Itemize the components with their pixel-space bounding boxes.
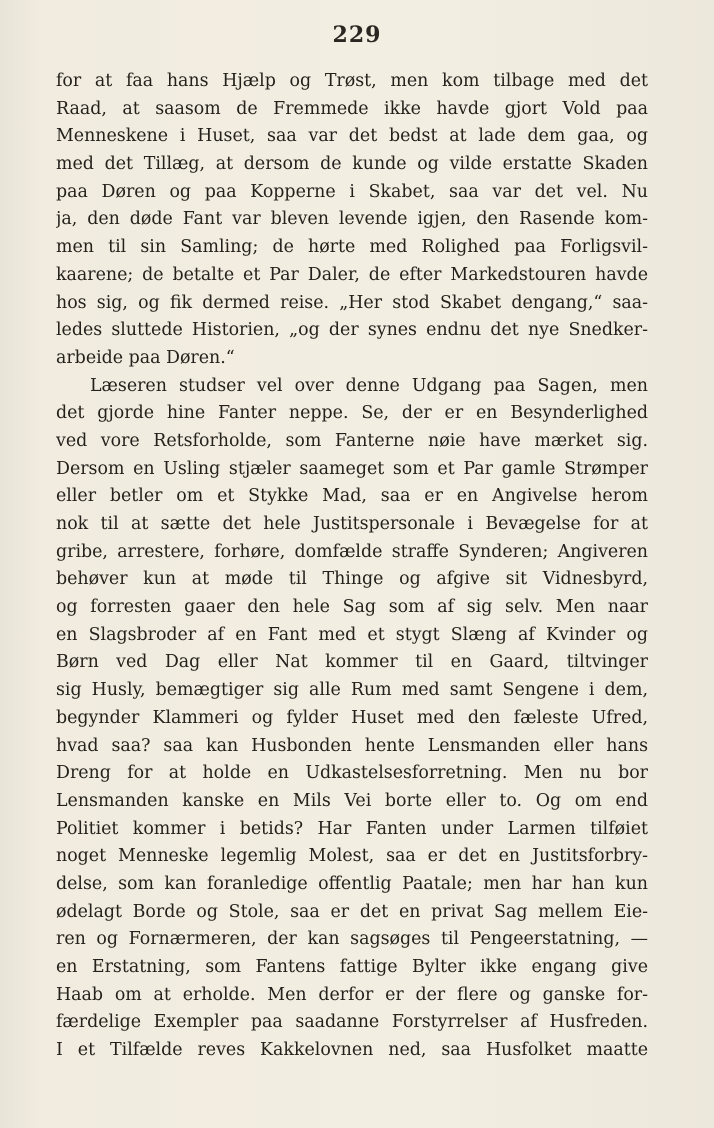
- text-line: Dersom en Usling stjæler saameget som et Par gamle Strømper: [56, 458, 648, 479]
- text-line: og forresten gaaer den hele Sag som af sig selv. Men naar: [56, 597, 648, 618]
- page-number: 229: [332, 22, 382, 48]
- text-line: sig Husly, bemægtiger sig alle Rum med samt Sengene i dem,: [56, 680, 648, 701]
- text-line: kaarene; de betalte et Par Daler, de efter Markedstouren havde: [56, 264, 648, 285]
- text-line: men til sin Samling; de hørte med Rolighed paa Forligsvil-: [56, 237, 648, 258]
- text-line: paa Døren og paa Kopperne i Skabet, saa var det vel. Nu: [56, 181, 648, 202]
- text-line: Børn ved Dag eller Nat kommer til en Gaard, tiltvinger: [56, 652, 648, 673]
- text-line: Raad, at saasom de Fremmede ikke havde gjort Vold paa: [56, 98, 648, 119]
- text-line: en Slagsbroder af en Fant med et stygt Slæng af Kvinder og: [56, 624, 648, 645]
- text-line: eller betler om et Stykke Mad, saa er en Angivelse herom: [56, 486, 648, 507]
- text-line: Læseren studser vel over denne Udgang paa Sagen, men: [90, 375, 648, 396]
- text-line: med det Tillæg, at dersom de kunde og vilde erstatte Skaden: [56, 154, 648, 175]
- text-line: I et Tilfælde reves Kakkelovnen ned, saa Husfolket maatte: [56, 1040, 648, 1061]
- body-text: [56, 68, 648, 1065]
- text-line: Politiet kommer i betids? Har Fanten under Larmen tilføiet: [56, 818, 648, 839]
- text-line: ren og Fornærmeren, der kan sagsøges til Pengeerstatning, —: [56, 929, 648, 950]
- text-line: for at faa hans Hjælp og Trøst, men kom tilbage med det: [56, 71, 648, 91]
- text-line: en Erstatning, som Fantens fattige Bylter ikke engang give: [56, 957, 648, 977]
- text-line: arbeide paa Døren.“: [56, 347, 235, 368]
- text-line: Lensmanden kanske en Mils Vei borte eller to. Og om end: [56, 790, 648, 811]
- text-line: ja, den døde Fant var bleven levende igjen, den Rasende kom-: [56, 209, 648, 230]
- text-line: hos sig, og fik dermed reise. „Her stod Skabet dengang,“ saa-: [56, 292, 648, 313]
- text-line: delse, som kan foranledige offentlig Paatale; men har han kun: [56, 873, 648, 894]
- text-line: nok til at sætte det hele Justitspersonale i Bevægelse for at: [56, 514, 648, 534]
- text-line: begynder Klammeri og fylder Huset med den fæleste Ufred,: [56, 707, 648, 728]
- text-line: ved vore Retsforholde, som Fanterne nøie have mærket sig.: [56, 430, 648, 451]
- text-line: hvad saa? saa kan Husbonden hente Lensmanden eller hans: [56, 735, 648, 756]
- text-line: det gjorde hine Fanter neppe. Se, der er en Besynderlighed: [56, 403, 648, 424]
- text-line: noget Menneske legemlig Molest, saa er det en Justitsforbry-: [56, 846, 648, 867]
- text-line: færdelige Exempler paa saadanne Forstyrrelser af Husfreden.: [56, 1012, 648, 1033]
- text-line: ledes sluttede Historien, „og der synes endnu det nye Snedker-: [56, 320, 648, 341]
- text-line: behøver kun at møde til Thinge og afgive sit Vidnesbyrd,: [56, 569, 648, 590]
- text-line: Dreng for at holde en Udkastelsesforretning. Men nu bor: [56, 763, 648, 784]
- text-line: ødelagt Borde og Stole, saa er det en privat Sag mellem Eie-: [56, 901, 648, 922]
- text-line: gribe, arrestere, forhøre, domfælde straffe Synderen; Angiveren: [56, 541, 648, 562]
- text-line: Menneskene i Huset, saa var det bedst at lade dem gaa, og: [56, 126, 648, 147]
- text-line: Haab om at erholde. Men derfor er der flere og ganske for-: [56, 984, 648, 1005]
